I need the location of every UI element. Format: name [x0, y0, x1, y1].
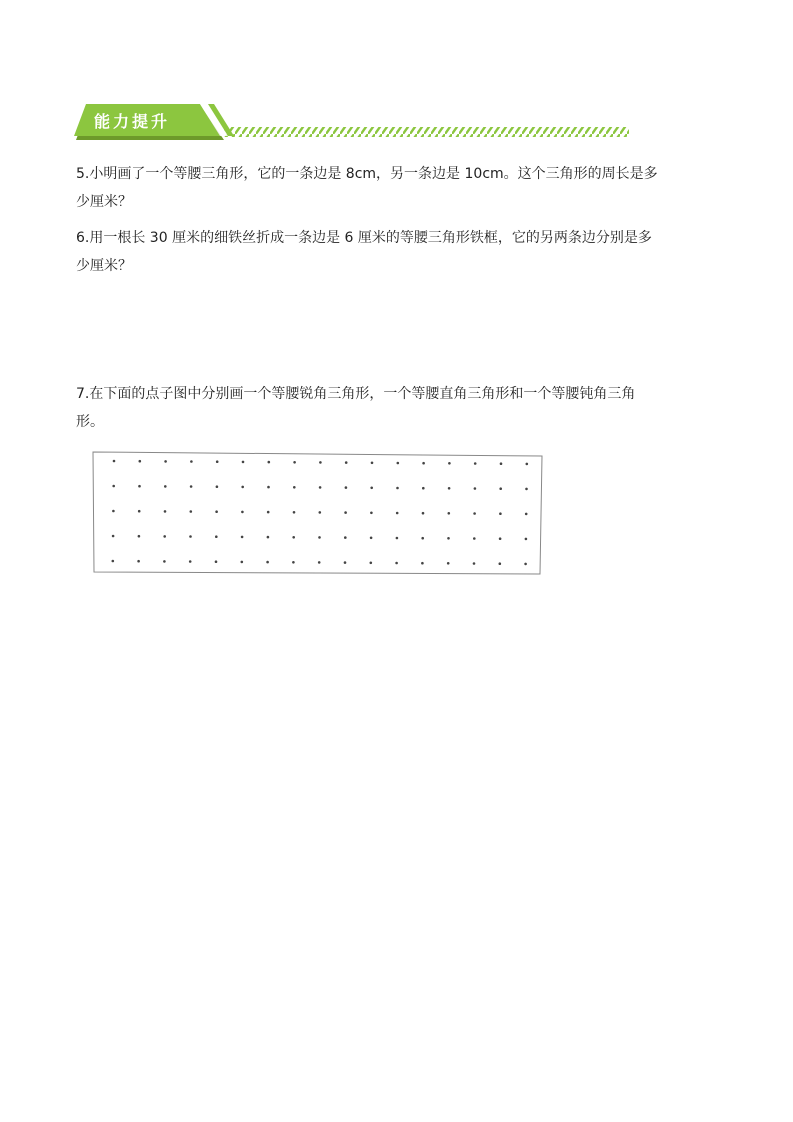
- grid-dot: [448, 512, 451, 515]
- grid-dot: [292, 536, 295, 539]
- grid-dot: [241, 536, 244, 539]
- grid-dot: [447, 562, 450, 565]
- problem-6-line-1: 6.用一根长 30 厘米的细铁丝折成一条边是 6 厘米的等腰三角形铁框，它的另两条边分别是多: [76, 230, 652, 246]
- grid-dot: [216, 460, 219, 463]
- problem-7: [76, 380, 726, 436]
- grid-dot: [525, 538, 528, 541]
- problem-6: [76, 224, 726, 280]
- grid-dot: [396, 537, 399, 540]
- grid-dot: [215, 560, 218, 563]
- grid-dot: [500, 462, 503, 465]
- grid-dot: [318, 561, 321, 564]
- grid-dot: [422, 462, 425, 465]
- grid-dot: [448, 462, 451, 465]
- grid-dot: [448, 487, 451, 490]
- grid-dot: [421, 537, 424, 540]
- grid-dot: [499, 537, 502, 540]
- grid-dot: [190, 510, 193, 513]
- problem-7-line-1: 7.在下面的点子图中分别画一个等腰锐角三角形，一个等腰直角三角形和一个等腰钝角三角: [76, 386, 636, 402]
- section-banner: [74, 104, 634, 142]
- problem-5-line-2: 少厘米？: [76, 194, 132, 210]
- grid-dot: [474, 462, 477, 465]
- grid-dot: [190, 485, 193, 488]
- grid-dot: [421, 562, 424, 565]
- grid-dot: [499, 562, 502, 565]
- grid-dot: [241, 511, 244, 514]
- grid-dot: [396, 487, 399, 490]
- grid-dot: [345, 461, 348, 464]
- grid-dot: [345, 486, 348, 489]
- grid-dot: [499, 487, 502, 490]
- grid-dot: [319, 461, 322, 464]
- grid-dot: [395, 562, 398, 565]
- grid-dot: [397, 462, 400, 465]
- grid-dot: [473, 512, 476, 515]
- problem-5: [76, 160, 726, 216]
- grid-dot: [293, 486, 296, 489]
- grid-dot: [112, 485, 115, 488]
- grid-dot: [112, 510, 115, 513]
- grid-dot: [138, 510, 141, 513]
- grid-dot: [267, 511, 270, 514]
- grid-dot: [241, 486, 244, 489]
- problem-5-line-1: 5.小明画了一个等腰三角形，它的一条边是 8cm，另一条边是 10cm。这个三角形的周长是多: [76, 166, 658, 182]
- grid-dot: [242, 461, 245, 464]
- grid-dot: [370, 487, 373, 490]
- grid-dot: [268, 461, 271, 464]
- section-title: 能力提升: [94, 112, 171, 131]
- grid-dot: [526, 463, 529, 466]
- grid-dot: [241, 561, 244, 564]
- dot-grid-panel[interactable]: [90, 448, 546, 578]
- grid-dot: [113, 460, 116, 463]
- grid-dot: [138, 535, 141, 538]
- grid-dot: [422, 512, 425, 515]
- grid-dot: [525, 488, 528, 491]
- grid-dot: [267, 486, 270, 489]
- grid-dot: [164, 485, 167, 488]
- hatched-stripe: [224, 127, 629, 137]
- grid-dot: [216, 485, 219, 488]
- grid-dot: [112, 560, 115, 563]
- grid-dot: [189, 560, 192, 563]
- grid-dot: [499, 512, 502, 515]
- grid-dot: [370, 562, 373, 565]
- grid-dot: [318, 536, 321, 539]
- grid-dot: [190, 460, 193, 463]
- grid-dot: [474, 487, 477, 490]
- grid-dot: [371, 462, 374, 465]
- grid-dot: [370, 537, 373, 540]
- grid-dot: [189, 535, 192, 538]
- problem-6-line-2: 少厘米？: [76, 258, 132, 274]
- grid-dot: [215, 535, 218, 538]
- grid-dot: [319, 486, 322, 489]
- grid-dot: [137, 560, 140, 563]
- grid-dot: [344, 561, 347, 564]
- grid-dot: [163, 560, 166, 563]
- grid-dot: [292, 561, 295, 564]
- grid-dot: [473, 562, 476, 565]
- grid-dot: [293, 461, 296, 464]
- grid-dot: [163, 535, 166, 538]
- grid-dot: [344, 536, 347, 539]
- grid-dot: [370, 512, 373, 515]
- grid-dot: [266, 561, 269, 564]
- grid-dot: [138, 485, 141, 488]
- grid-dot: [112, 535, 115, 538]
- grid-dot: [164, 460, 167, 463]
- dot-grid[interactable]: [90, 448, 546, 578]
- grid-dot: [524, 563, 527, 566]
- grid-dot: [139, 460, 142, 463]
- grid-dot: [215, 510, 218, 513]
- grid-dot: [525, 513, 528, 516]
- grid-dot: [422, 487, 425, 490]
- grid-dot: [164, 510, 167, 513]
- grid-dot: [344, 511, 347, 514]
- grid-dot: [447, 537, 450, 540]
- problem-7-line-2: 形。: [76, 414, 104, 430]
- grid-dot: [267, 536, 270, 539]
- grid-dot: [319, 511, 322, 514]
- grid-dot: [473, 537, 476, 540]
- grid-dot: [293, 511, 296, 514]
- grid-dot: [396, 512, 399, 515]
